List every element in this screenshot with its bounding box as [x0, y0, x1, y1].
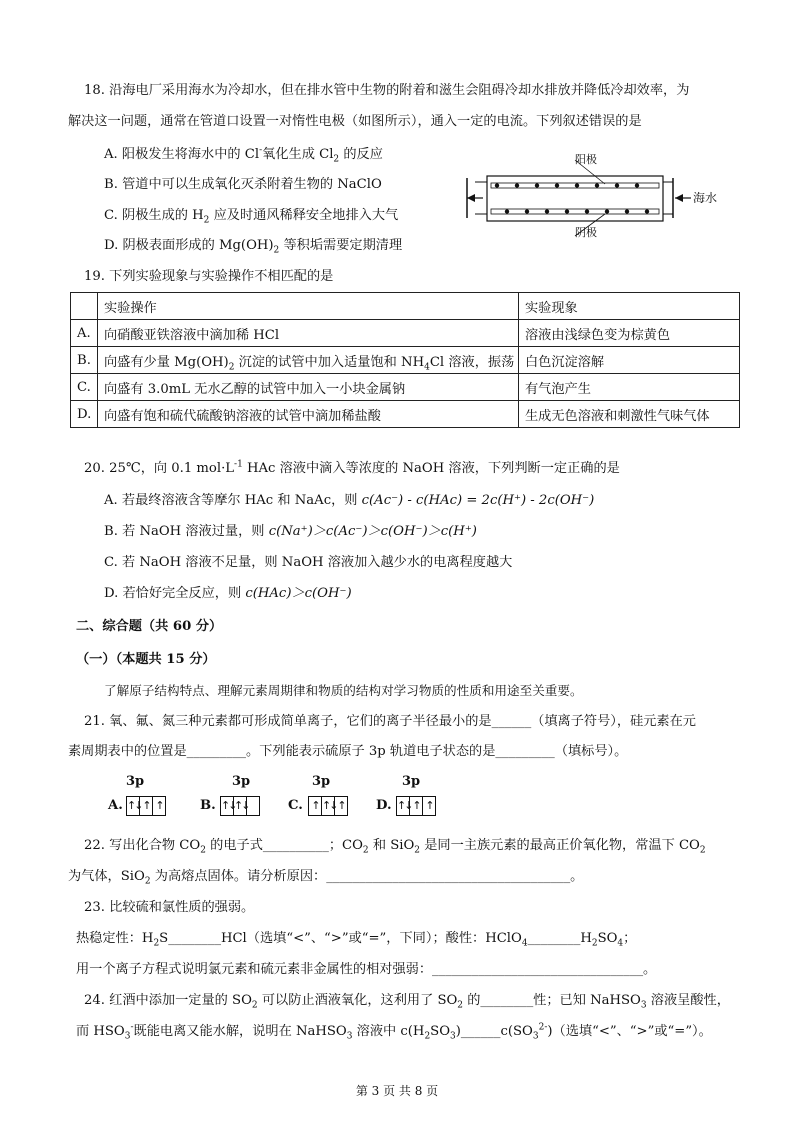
orbital-option-b — [200, 774, 280, 814]
orbital-box: ↑ — [425, 799, 433, 812]
cathode-label: 阴极 — [575, 226, 597, 239]
q19-table — [70, 292, 740, 428]
orbital-box: ↑↓ — [234, 797, 247, 815]
q23-line3: 用一个离子方程式说明氯元素和硫元素非金属性的相对强弱：________________________________。 — [76, 962, 657, 977]
q20-option-d: D. 若恰好完全反应，则 c(HAc)＞c(OH⁻) — [104, 586, 352, 601]
q24-line2: 而 $HSO_3^-$既能电离又能水解，说明在 NaHSO$_3$ 溶液中 $c(H_2SO_3)\_\_\_\_\_\_c(SO_3^{2-})$（选填“<”、“>”或“=”）。 — [76, 1022, 712, 1042]
electrode-pipe-diagram — [455, 148, 755, 248]
q18-option-d: D. 阴极表面形成的 $Mg(OH)_2$ 等积垢需要定期清理 — [104, 238, 403, 256]
table-cell: 向盛有少量 $Mg(OH)_2$ 沉淀的试管中加入适量饱和 $NH_4Cl$ 溶液，振荡 — [98, 347, 519, 374]
q21-line2: 素周期表中的位置是_________。下列能表示硫原子 3p 轨道电子状态的是_________（填标号）。 — [68, 744, 628, 759]
q20-stem: 20. 25℃，向 0.1 $mol\cdot L^{-1}$ HAc 溶液中滴入等浓度的 NaOH 溶液，下列判断一定正确的是 — [84, 459, 620, 476]
orbital-label: 3p — [232, 774, 251, 789]
table-cell: D. — [71, 401, 98, 428]
table-cell: 白色沉淀溶解 — [519, 347, 740, 374]
table-cell: A. — [71, 320, 98, 347]
orbital-box: ↑↓ — [322, 797, 335, 815]
q22-line2: 为气体，SiO$_2$ 为高熔点固体。请分析原因：_____________________________________。 — [68, 869, 584, 887]
anode-label: 阳极 — [575, 153, 597, 166]
q18-option-a: A. 阳极发生将海水中的 Cl-氧化生成 $Cl_2$ 的反应 — [104, 145, 383, 165]
orbital-box: ↑ — [410, 797, 423, 815]
option-key: B. — [200, 798, 216, 813]
orbital-box: ↑ — [337, 799, 345, 812]
q22-line1: 22. 写出化合物 $CO_2$ 的电子式__________；$CO_2$ 和 SiO$_2$ 是同一主族元素的最高正价氧化物，常温下 $CO_2$ — [84, 838, 706, 856]
table-row — [71, 374, 740, 401]
q18-line2: 解决这一问题，通常在管道口设置一对惰性电极（如图所示），通入一定的电流。下列叙述错误的是 — [68, 114, 642, 129]
table-header-operation: 实验操作 — [98, 293, 519, 320]
orbital-label: 3p — [402, 774, 421, 789]
orbital-box: ↑ — [140, 797, 153, 815]
orbital-option-d — [376, 774, 456, 814]
table-cell: 有气泡产生 — [519, 374, 740, 401]
section-subtitle: （一）（本题共 15 分） — [76, 652, 216, 667]
section-intro: 了解原子结构特点、理解元素周期律和物质的结构对学习物质的性质和用途至关重要。 — [104, 683, 583, 698]
orbital-box: ↑↓ — [397, 797, 410, 815]
inflow-arrowhead — [675, 194, 683, 202]
table-cell: C. — [71, 374, 98, 401]
page-footer: 第 3 页 共 8 页 — [355, 1084, 439, 1098]
q18-line1: 18. 沿海电厂采用海水为冷却水，但在排水管中生物的附着和滋生会阻碍冷却水排放并降低冷却效率，为 — [84, 83, 690, 98]
orbital-box: ↑ — [155, 799, 163, 812]
table-row — [71, 293, 740, 320]
orbital-option-c — [288, 774, 368, 814]
table-header-phenomenon: 实验现象 — [519, 293, 740, 320]
table-cell — [71, 293, 98, 320]
table-cell: 生成无色溶液和刺激性气味气体 — [519, 401, 740, 428]
orbital-boxes — [126, 796, 166, 816]
q23-stem: 23. 比较硫和氯性质的强弱。 — [84, 900, 255, 915]
orbital-boxes — [396, 796, 436, 816]
orbital-option-a — [108, 774, 188, 814]
option-key: A. — [108, 798, 123, 813]
table-cell: 向盛有饱和硫代硫酸钠溶液的试管中滴加稀盐酸 — [98, 401, 519, 428]
table-cell: B. — [71, 347, 98, 374]
q19-stem: 19. 下列实验现象与实验操作不相匹配的是 — [84, 269, 334, 284]
orbital-boxes — [308, 796, 348, 816]
orbital-box: ↑↓ — [221, 797, 234, 815]
seawater-label: 海水 — [693, 191, 718, 205]
cathode-plate — [491, 209, 659, 214]
q20-option-b: B. 若 NaOH 溶液过量，则 c(Na⁺)＞c(Ac⁻)＞c(OH⁻)＞c(H⁺) — [104, 524, 477, 539]
q21-line1: 21. 氧、氟、氮三种元素都可形成简单离子，它们的离子半径最小的是______（填离子符号），硅元素在元 — [84, 714, 696, 729]
q20-option-a: A. 若最终溶液含等摩尔 HAc 和 NaAc，则 c(Ac⁻) - c(HAc) = 2c(H⁺) - 2c(OH⁻) — [104, 493, 595, 508]
table-row — [71, 401, 740, 428]
table-row — [71, 320, 740, 347]
orbital-label: 3p — [312, 774, 331, 789]
section-title: 二、综合题（共 60 分） — [76, 619, 223, 634]
table-cell: 向盛有 3.0mL 无水乙醇的试管中加入一小块金属钠 — [98, 374, 519, 401]
orbital-boxes — [220, 796, 260, 816]
q23-line2: 热稳定性：$H_2S\_\_\_\_\_\_\_\_HCl$（选填“<”、“>”或“=”，下同）；酸性：$HClO_4\_\_\_\_\_\_\_\_H_2SO_4$； — [76, 931, 637, 949]
orbital-box — [247, 797, 259, 815]
table-cell: 溶液由浅绿色变为棕黄色 — [519, 320, 740, 347]
option-key: C. — [288, 798, 303, 813]
q20-option-c: C. 若 NaOH 溶液不足量，则 NaOH 溶液加入越少水的电离程度越大 — [104, 555, 513, 570]
q18-option-b: B. 管道中可以生成氧化灭杀附着生物的 NaClO — [104, 177, 382, 192]
table-row — [71, 347, 740, 374]
orbital-label: 3p — [126, 774, 145, 789]
option-key: D. — [376, 798, 392, 813]
orbital-box: ↑↓ — [127, 797, 140, 815]
q18-option-c: C. 阴极生成的 $H_2$ 应及时通风稀释安全地排入大气 — [104, 208, 399, 226]
q24-line1: 24. 红酒中添加一定量的 $SO_2$ 可以防止酒液氧化，这利用了 $SO_2$ 的________性；已知 NaHSO$_3$ 溶液呈酸性， — [84, 993, 730, 1011]
table-cell: 向硝酸亚铁溶液中滴加稀 HCl — [98, 320, 519, 347]
outflow-arrowhead — [467, 194, 475, 202]
orbital-box: ↑ — [309, 797, 322, 815]
